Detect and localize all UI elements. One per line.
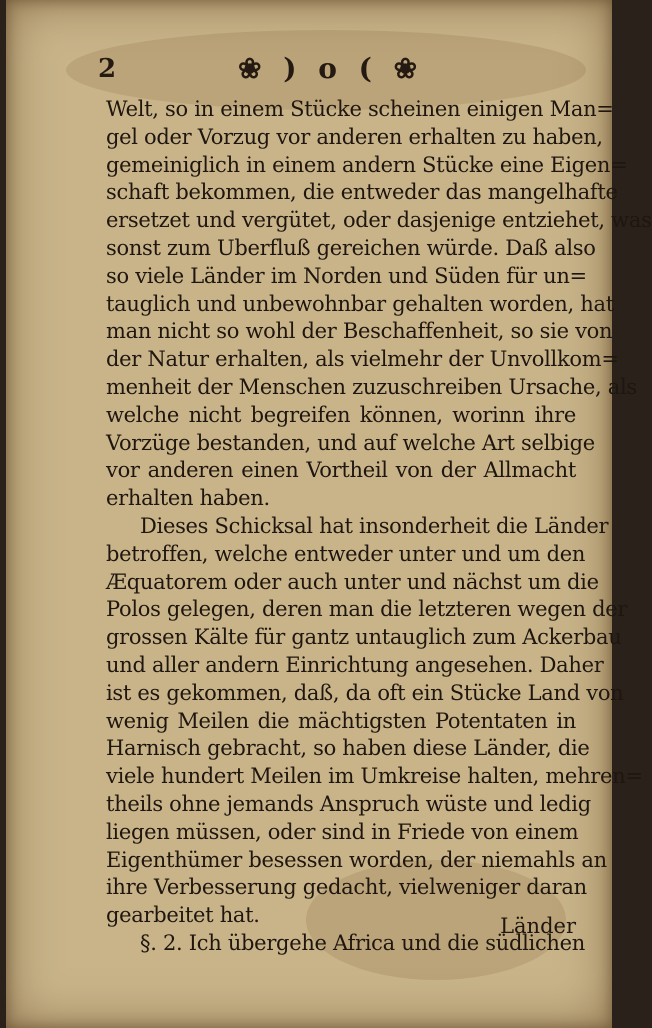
- text-line: Vorzüge bestanden, und auf welche Art selbige: [106, 430, 595, 455]
- text-line: theils ohne jemands Anspruch wüste und ledig: [106, 791, 591, 816]
- text-line: gel oder Vorzug vor anderen erhalten zu haben,: [106, 124, 603, 149]
- section-start-line: §. 2. Ich übergehe Africa und die südlichen: [140, 930, 585, 955]
- text-line: gearbeitet hat.: [106, 903, 260, 928]
- text-line: ersetzet und vergütet, oder dasjenige entziehet, was: [106, 208, 652, 233]
- text-line: menheit der Menschen zuzuschreiben Ursache, als: [106, 374, 637, 399]
- text-line: und aller andern Einrichtung angesehen. Daher: [106, 652, 604, 677]
- text-line: erhalten haben.: [106, 486, 270, 511]
- text-line: vor anderen einen Vortheil von der Allmacht: [106, 458, 576, 483]
- text-line: tauglich und unbewohnbar gehalten worden, hat: [106, 291, 614, 316]
- page-number: 2: [98, 54, 117, 84]
- text-line: schaft bekommen, die entweder das mangelhafte: [106, 180, 618, 205]
- text-line: Eigenthümer besessen worden, der niemahls an: [106, 847, 607, 872]
- text-line: wenig Meilen die mächtigsten Potentaten in: [106, 708, 576, 733]
- text-line: Harnisch gebracht, so haben diese Länder, die: [106, 736, 590, 761]
- text-line: betroffen, welche entweder unter und um den: [106, 541, 586, 566]
- body-text: [106, 96, 652, 958]
- text-line: so viele Länder im Norden und Süden für un=: [106, 263, 587, 288]
- catchword: Länder: [500, 914, 576, 938]
- text-line: der Natur erhalten, als vielmehr der Unvollkom=: [106, 347, 619, 372]
- text-line: grossen Kälte für gantz untauglich zum Ackerbau: [106, 625, 622, 650]
- page-header: [98, 50, 576, 94]
- text-line: man nicht so wohl der Beschaffenheit, so sie von: [106, 319, 613, 344]
- text-line: Dieses Schicksal hat insonderheit die Länder: [140, 513, 609, 538]
- book-page: [6, 0, 652, 1028]
- text-line: ihre Verbesserung gedacht, vielweniger daran: [106, 875, 587, 900]
- text-line: gemeiniglich in einem andern Stücke eine Eigen=: [106, 152, 628, 177]
- text-line: viele hundert Meilen im Umkreise halten, mehren=: [106, 764, 643, 789]
- text-line: welche nicht begreifen können, worinn ihre: [106, 402, 576, 427]
- header-ornament: ❀ ) o ( ❀: [238, 52, 424, 85]
- text-line: Æquatorem oder auch unter und nächst um die: [106, 569, 599, 594]
- text-line: Polos gelegen, deren man die letzteren wegen der: [106, 597, 628, 622]
- text-line: Welt, so in einem Stücke scheinen einigen Man=: [106, 97, 614, 121]
- text-line: liegen müssen, oder sind in Friede von einem: [106, 819, 579, 844]
- text-line: sonst zum Uberfluß gereichen würde. Daß also: [106, 235, 596, 260]
- text-line: ist es gekommen, daß, da oft ein Stücke Land von: [106, 680, 624, 705]
